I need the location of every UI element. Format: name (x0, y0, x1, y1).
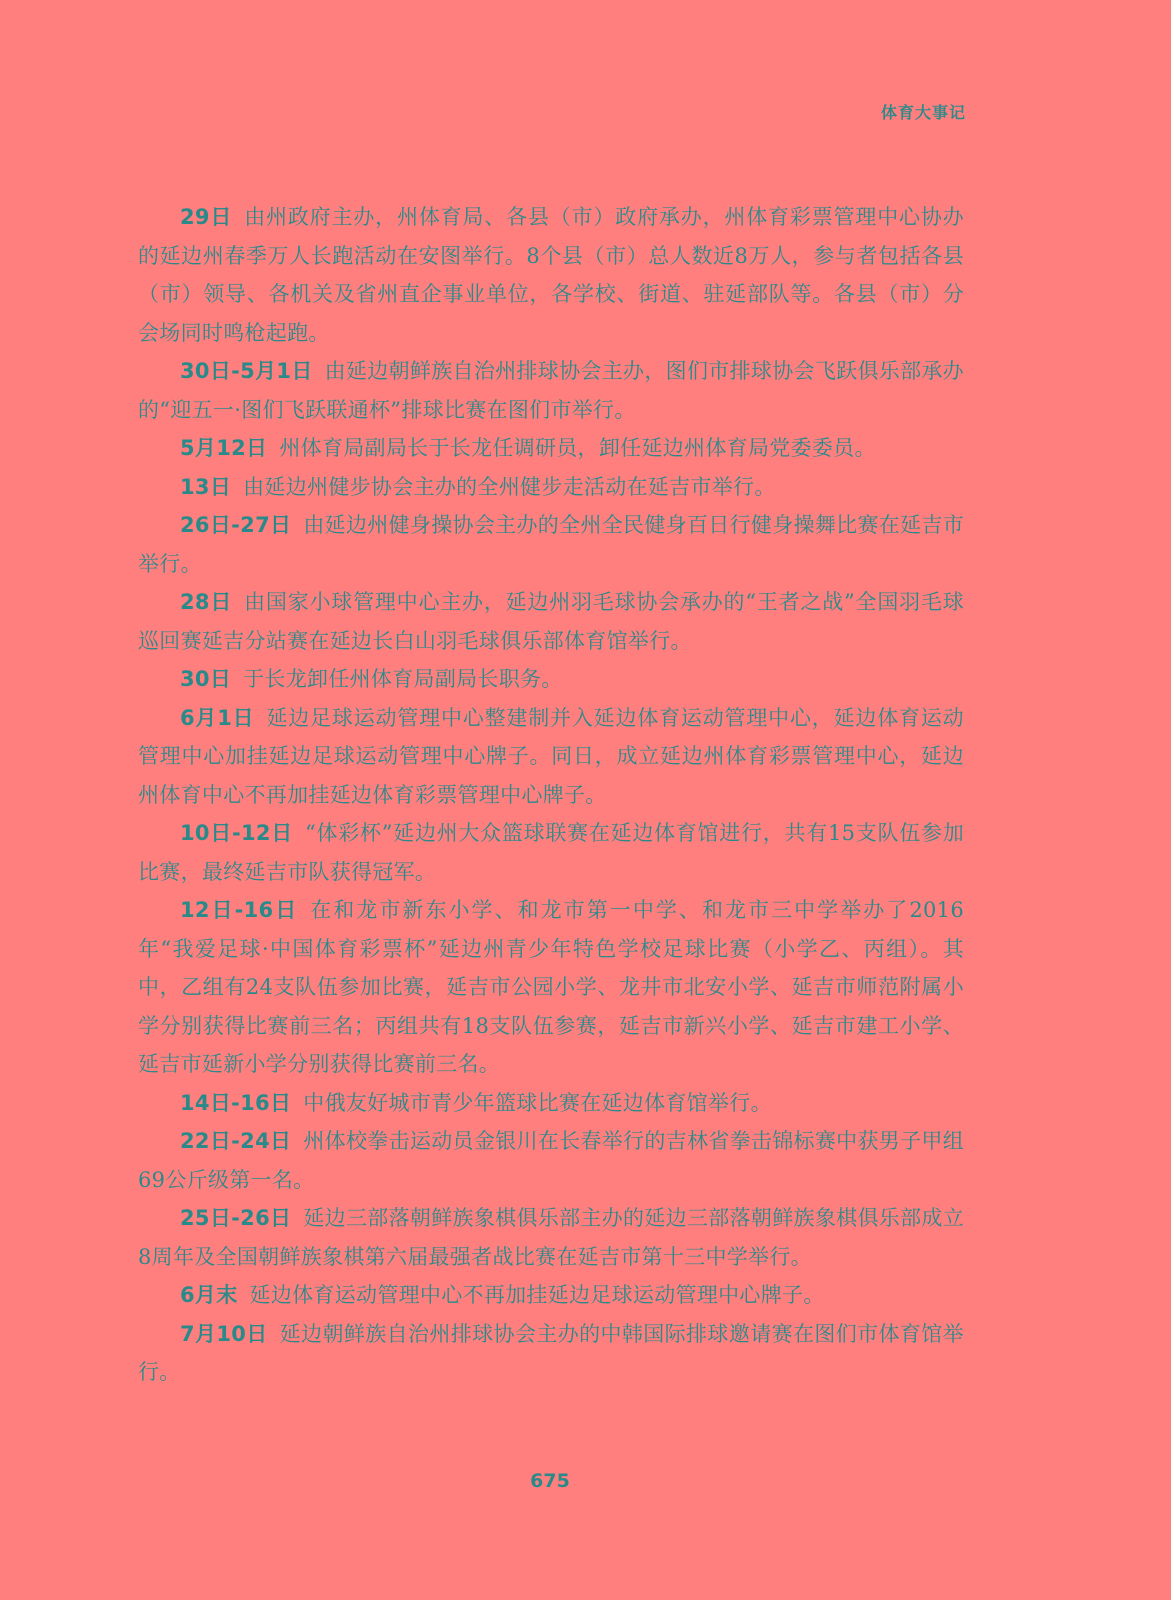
entry-date: 5月12日 (180, 436, 268, 460)
entry-text: 在和龙市新东小学、和龙市第一中学、和龙市三中学举办了2016年“我爱足球·中国体育彩票杯”延边州青少年特色学校足球比赛（小学乙、丙组）。其中，乙组有24支队伍参加比赛，延吉市公园小学、龙井市北安小学、延吉市师范附属小学分别获得比赛前三名；丙组共有18支队伍参赛，延吉市新兴小学、延吉市建工小学、延吉市延新小学分别获得比赛前三名。 (138, 898, 964, 1076)
entry-text: 中俄友好城市青少年篮球比赛在延边体育馆举行。 (303, 1090, 772, 1115)
chronicle-entry (138, 506, 964, 583)
chronicle-entry (138, 660, 964, 699)
entry-date: 6月1日 (180, 705, 255, 730)
chronicle-entry (138, 468, 964, 507)
chronicle-entry (138, 429, 964, 468)
chronicle-body (138, 198, 964, 1392)
entry-date: 12日-16日 (180, 898, 299, 922)
entry-date: 13日 (180, 474, 232, 499)
entry-date: 22日-24日 (180, 1129, 292, 1153)
chronicle-entry (138, 699, 964, 815)
entry-date: 6月末 (180, 1283, 238, 1307)
chronicle-entry (138, 1315, 964, 1392)
entry-text: 延边体育运动管理中心不再加挂延边足球运动管理中心牌子。 (249, 1283, 825, 1307)
chronicle-entry (138, 1199, 964, 1276)
entry-text: 由州政府主办，州体育局、各县（市）政府承办，州体育彩票管理中心协办的延边州春季万人长跑活动在安图举行。8个县（市）总人数近8万人，参与者包括各县（市）领导、各机关及省州直企事业单位，各学校、街道、驻延部队等。各县（市）分会场同时鸣枪起跑。 (138, 205, 964, 345)
entry-text: 由延边州健步协会主办的全州健步走活动在延吉市举行。 (243, 474, 776, 499)
entry-text: 由国家小球管理中心主办，延边州羽毛球协会承办的“王者之战”全国羽毛球巡回赛延吉分站赛在延边长白山羽毛球俱乐部体育馆举行。 (138, 590, 964, 653)
entry-text: 由延边州健身操协会主办的全州全民健身百日行健身操舞比赛在延吉市举行。 (138, 513, 965, 576)
chronicle-entry (138, 1122, 964, 1199)
entry-text: 于长龙卸任州体育局副局长职务。 (243, 667, 563, 691)
entry-text: 延边三部落朝鲜族象棋俱乐部主办的延边三部落朝鲜族象棋俱乐部成立8周年及全国朝鲜族象棋第六届最强者战比赛在延吉市第十三中学举行。 (138, 1206, 965, 1269)
entry-date: 29日 (180, 205, 233, 229)
chronicle-entry (138, 198, 964, 352)
running-header: 体育大事记 (880, 103, 966, 122)
chronicle-entry (138, 814, 964, 891)
entry-text: 由延边朝鲜族自治州排球协会主办，图们市排球协会飞跃俱乐部承办的“迎五一·图们飞跃联通杯”排球比赛在图们市举行。 (138, 359, 964, 422)
entry-text: “体彩杯”延边州大众篮球联赛在延边体育馆进行，共有15支队伍参加比赛，最终延吉市队获得冠军。 (138, 821, 965, 884)
chronicle-entry (138, 891, 964, 1084)
entry-date: 14日-16日 (180, 1090, 292, 1115)
entry-date: 25日-26日 (180, 1206, 292, 1230)
entry-date: 26日-27日 (180, 513, 292, 537)
entry-text: 延边朝鲜族自治州排球协会主办的中韩国际排球邀请赛在图们市体育馆举行。 (138, 1321, 964, 1384)
entry-text: 延边足球运动管理中心整建制并入延边体育运动管理中心，延边体育运动管理中心加挂延边足球运动管理中心牌子。同日，成立延边州体育彩票管理中心，延边州体育中心不再加挂延边体育彩票管理中心牌子。 (138, 705, 964, 807)
chronicle-entry (138, 352, 964, 429)
chronicle-entry (138, 1276, 964, 1315)
entry-text: 州体校拳击运动员金银川在长春举行的吉林省拳击锦标赛中获男子甲组69公斤级第一名。 (138, 1129, 965, 1192)
chronicle-entry (138, 1084, 964, 1123)
entry-date: 30日 (180, 667, 232, 691)
page-number: 675 (530, 1470, 570, 1492)
entry-date: 10日-12日 (180, 821, 294, 845)
entry-date: 7月10日 (180, 1321, 268, 1346)
entry-date: 30日-5月1日 (180, 359, 313, 383)
entry-date: 28日 (180, 590, 233, 614)
chronicle-entry (138, 583, 964, 660)
entry-text: 州体育局副局长于长龙任调研员，卸任延边州体育局党委委员。 (279, 436, 876, 460)
